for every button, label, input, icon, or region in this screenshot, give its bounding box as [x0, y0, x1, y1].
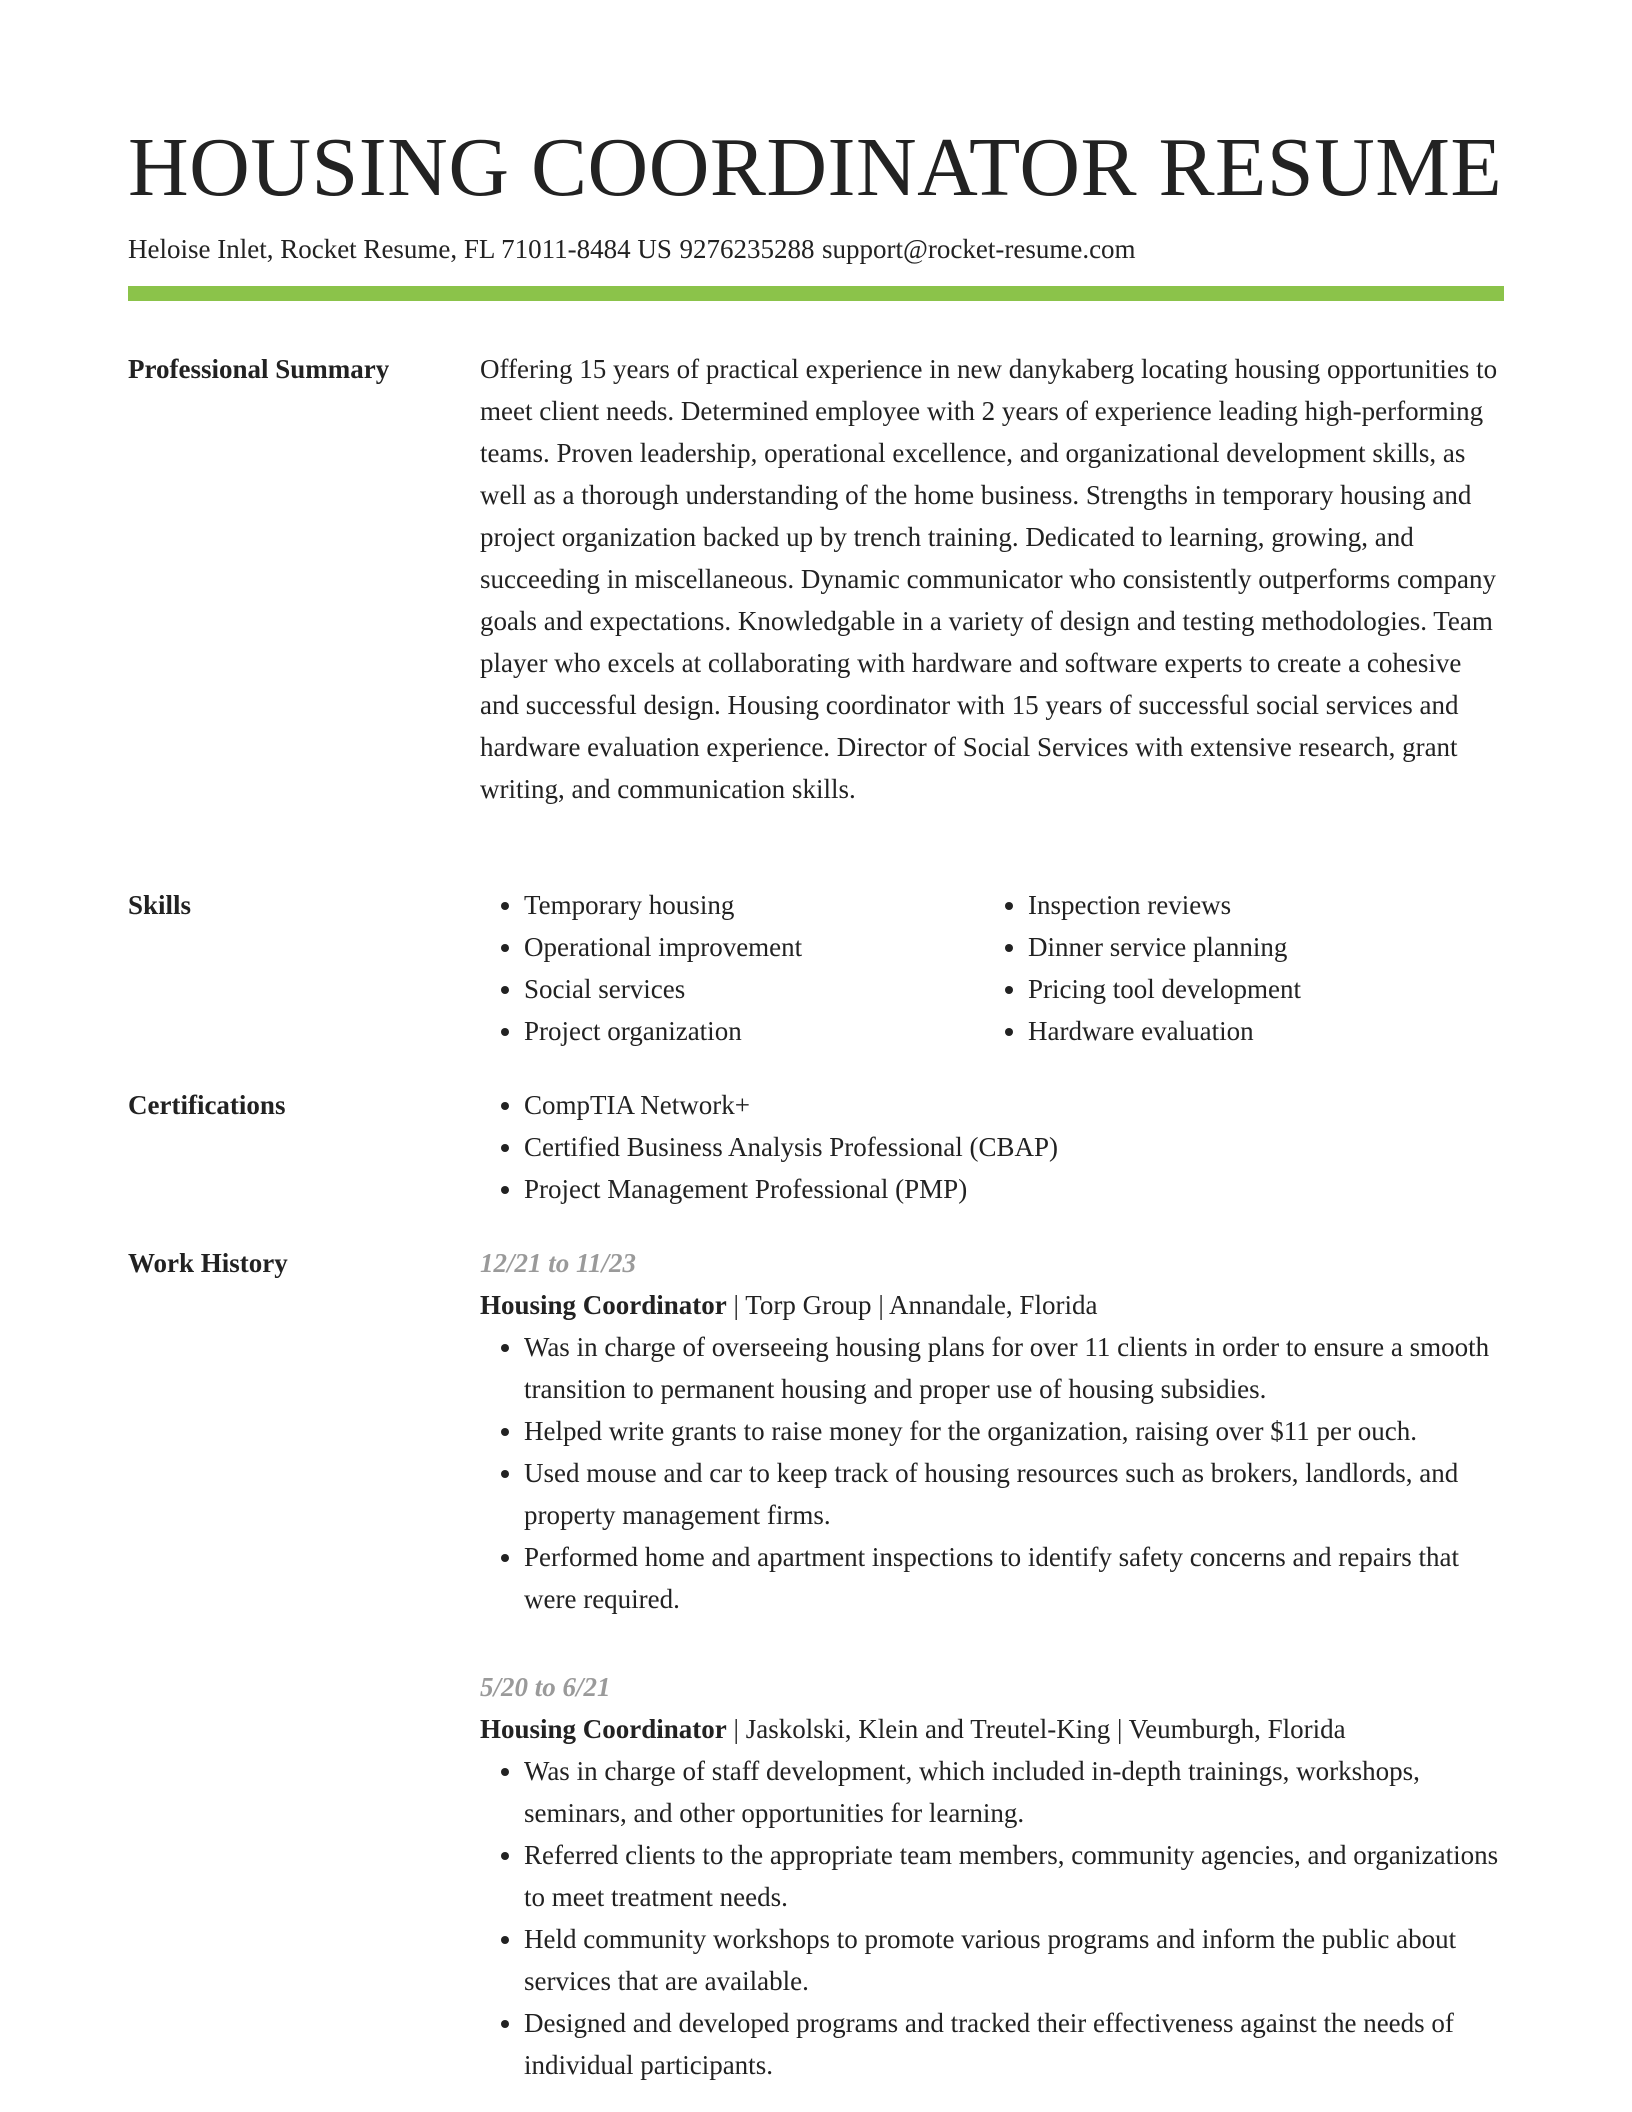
job-bullet-list [480, 1326, 1504, 1620]
skills-list-left [480, 884, 960, 1052]
job-company: Torp Group [745, 1290, 872, 1320]
contact-email: support@rocket-resume.com [822, 234, 1136, 264]
job-heading-line [480, 1284, 1504, 1326]
skills-column-left [480, 884, 960, 1052]
job-bullet-list [480, 1750, 1504, 2086]
job-bullet: • Referred clients to the appropriate team members, community agencies, and organizations to meet treatment needs. [524, 1834, 1504, 1918]
skill-item: • Temporary housing [524, 884, 960, 926]
job-bullet: • Was in charge of overseeing housing plans for over 11 clients in order to ensure a smooth transition to permanent housing and proper use of housing subsidies. [524, 1326, 1504, 1410]
certification-item: • CompTIA Network+ [524, 1084, 1504, 1126]
job-bullet: • Used mouse and car to keep track of housing resources such as brokers, landlords, and property management firms. [524, 1452, 1504, 1536]
contact-address: Heloise Inlet, Rocket Resume, FL 71011-8484 US [128, 234, 672, 264]
job-separator: | [878, 1290, 884, 1320]
skill-item: • Social services [524, 968, 960, 1010]
skill-item: • Operational improvement [524, 926, 960, 968]
job-company: Jaskolski, Klein and Treutel-King [745, 1714, 1111, 1744]
job-separator: | [1116, 1714, 1123, 1744]
skill-item: • Inspection reviews [1028, 884, 1464, 926]
job-entry [480, 1666, 1504, 2086]
header-divider [128, 286, 1504, 301]
job-entry [480, 1242, 1504, 1620]
summary-body [480, 348, 1504, 810]
job-title: Housing Coordinator [480, 1714, 727, 1744]
job-dates: 5/20 to 6/21 [480, 1672, 611, 1702]
certifications-list [480, 1084, 1504, 1210]
job-bullet: • Held community workshops to promote various programs and inform the public about services that are available. [524, 1918, 1504, 2002]
job-bullet: • Designed and developed programs and tracked their effectiveness against the needs of individual participants. [524, 2002, 1504, 2086]
certification-item: • Certified Business Analysis Professional (CBAP) [524, 1126, 1504, 1168]
summary-text: Offering 15 years of practical experience in new danykaberg locating housing opportunities to meet client needs. Determined employee with 2 years of experience leading high-performing teams. Proven leadership, operational excellence, and organizational development skills, as well as a thorough understanding of the home business. Strengths in temporary housing and project organization backed up by trench training. Dedicated to learning, growing, and succeeding in miscellaneous. Dynamic communicator who consistently outperforms company goals and expectations. Knowledgable in a variety of design and testing methodologies. Team player who excels at collaborating with hardware and software experts to create a cohesive and successful design. Housing coordinator with 15 years of successful social services and hardware evaluation experience. Director of Social Services with extensive research, grant writing, and communication skills. [480, 354, 1498, 804]
contact-phone: 9276235288 [679, 234, 815, 264]
summary-heading: Professional Summary [128, 354, 390, 384]
job-separator: | [733, 1714, 739, 1744]
resume-title: HOUSING COORDINATOR RESUME [128, 121, 1503, 214]
job-bullet: • Performed home and apartment inspections to identify safety concerns and repairs that were required. [524, 1536, 1504, 1620]
skill-item: • Project organization [524, 1010, 960, 1052]
work-history-heading: Work History [128, 1248, 288, 1278]
certifications-heading: Certifications [128, 1090, 286, 1120]
skill-item: • Dinner service planning [1028, 926, 1464, 968]
skill-item: • Hardware evaluation [1028, 1010, 1464, 1052]
skills-list-right [984, 884, 1464, 1052]
job-location: Annandale, Florida [888, 1290, 1098, 1320]
job-title: Housing Coordinator [480, 1290, 727, 1320]
job-separator: | [733, 1290, 739, 1320]
skills-heading: Skills [128, 890, 192, 920]
job-location: Veumburgh, Florida [1128, 1714, 1346, 1744]
skills-column-right [984, 884, 1464, 1052]
job-bullet: • Was in charge of staff development, which included in-depth trainings, workshops, seminars, and other opportunities for learning. [524, 1750, 1504, 1834]
certifications-body [480, 1084, 1504, 1210]
contact-line [128, 231, 1136, 267]
skill-item: • Pricing tool development [1028, 968, 1464, 1010]
job-bullet: • Helped write grants to raise money for the organization, raising over $11 per ouch. [524, 1410, 1504, 1452]
certification-item: • Project Management Professional (PMP) [524, 1168, 1504, 1210]
job-heading-line [480, 1708, 1504, 1750]
job-dates: 12/21 to 11/23 [480, 1248, 637, 1278]
